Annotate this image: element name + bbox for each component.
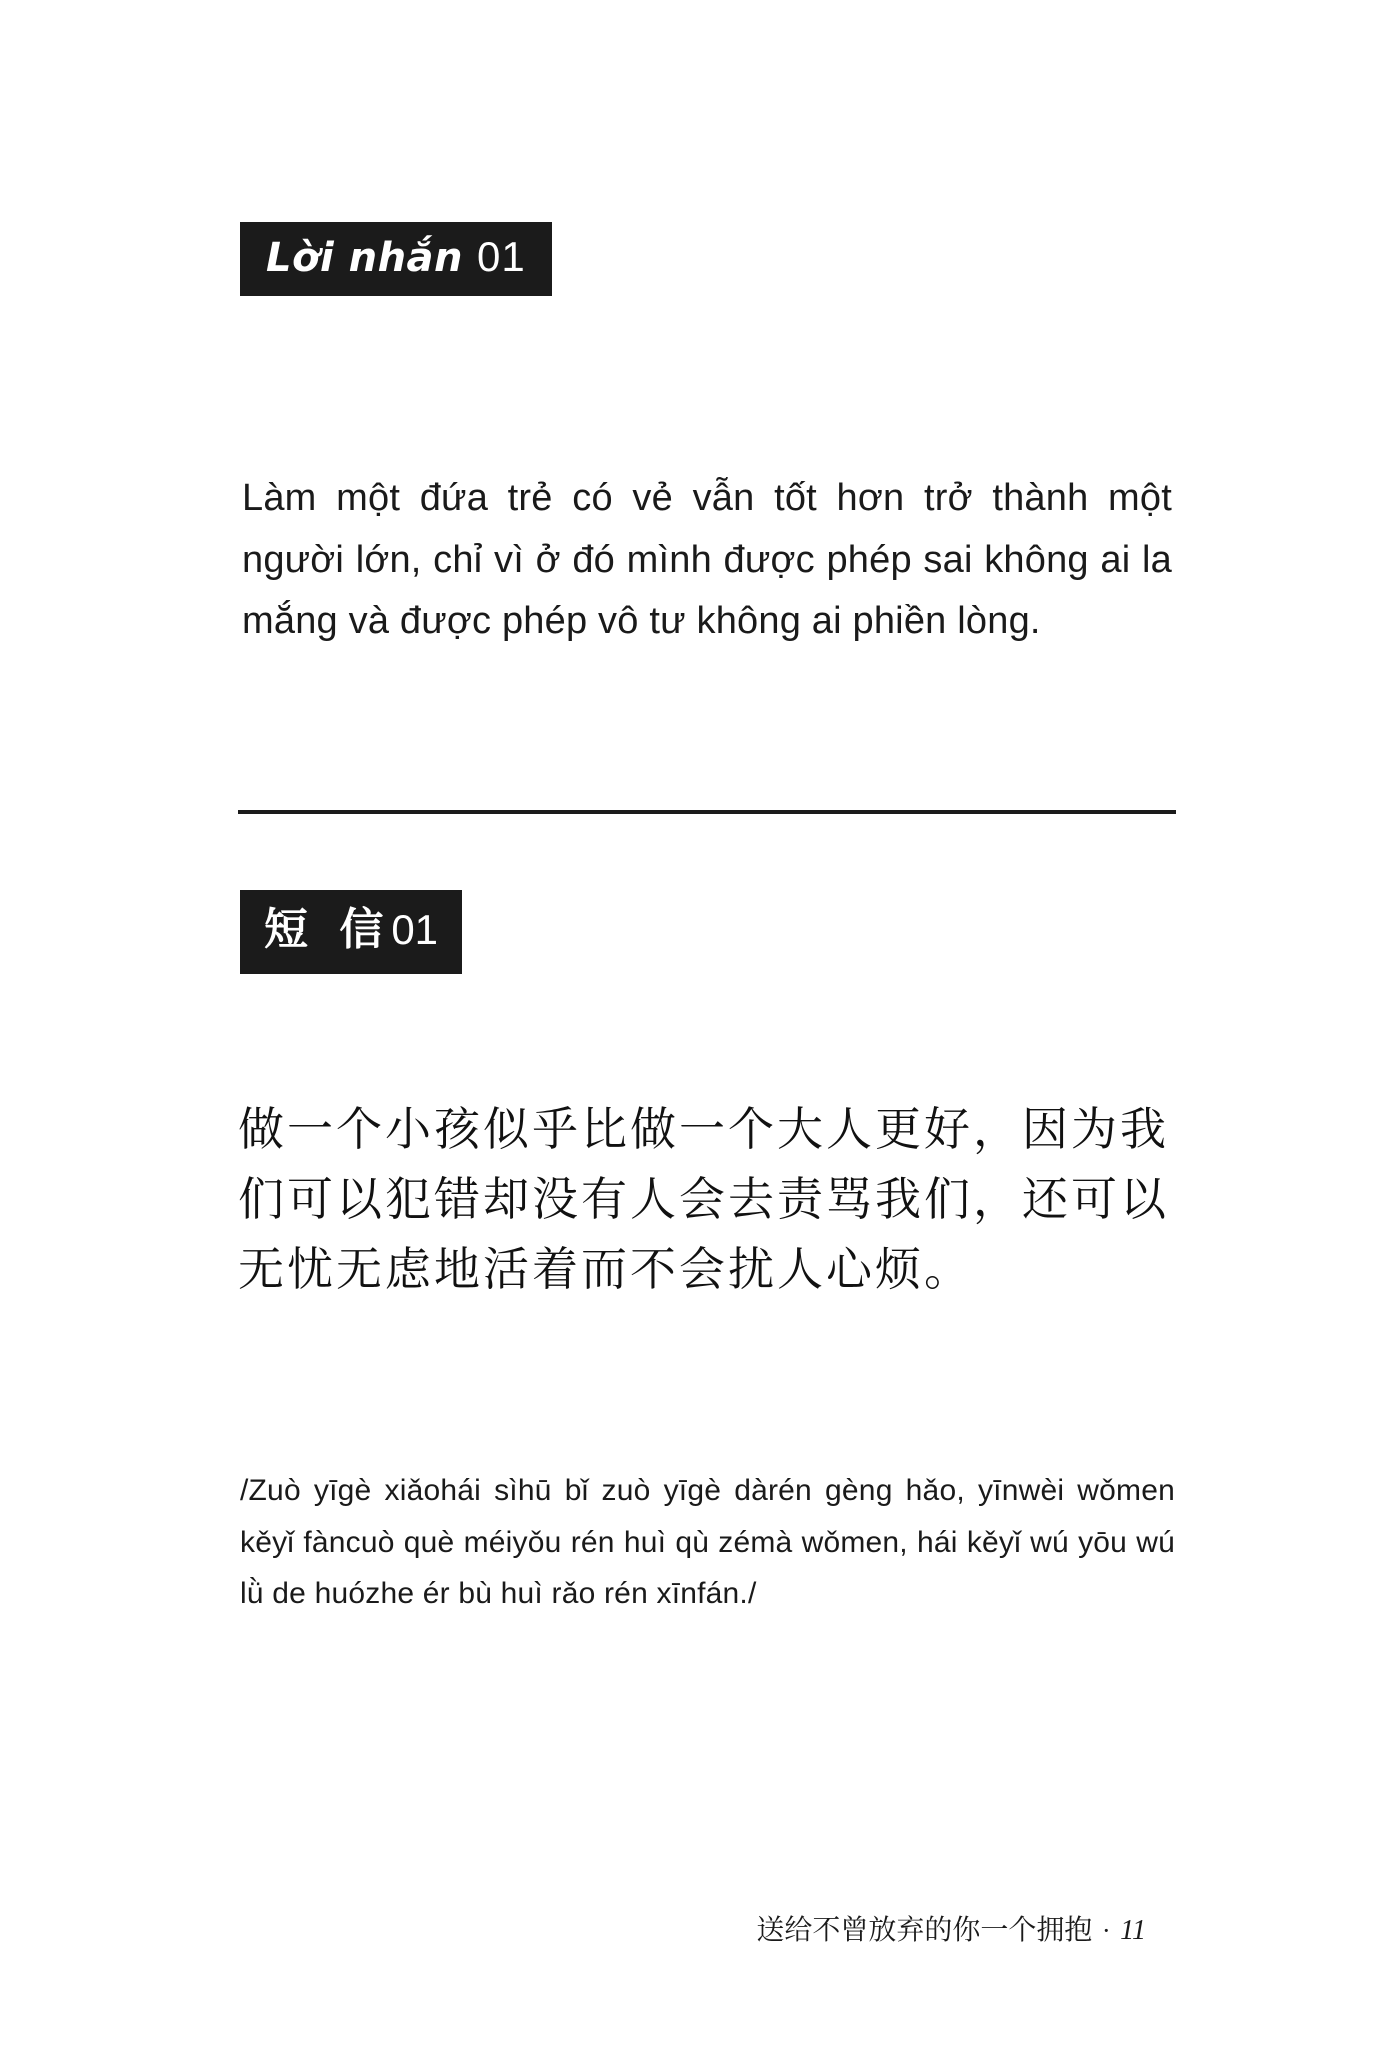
heading-vietnamese-label: Lời nhắn: [266, 235, 464, 281]
body-text-chinese: 做一个小孩似乎比做一个大人更好，因为我们可以犯错却没有人会去责骂我们，还可以无忧无虑地活着而不会扰人心烦。: [238, 1102, 1169, 1296]
page-number: 11: [1120, 1915, 1146, 1946]
heading-chinese-block: [240, 890, 462, 974]
heading-vietnamese-number: 01: [477, 233, 526, 280]
heading-vietnamese-block: [240, 222, 552, 296]
footer-title: 送给不曾放弃的你一个拥抱: [756, 1913, 1093, 1946]
heading-chinese-label: 短 信: [264, 904, 392, 955]
footer-separator: ·: [1102, 1917, 1111, 1945]
heading-chinese-number: 01: [391, 906, 439, 953]
page-footer: [756, 1908, 1146, 1948]
body-text-pinyin: /Zuò yīgè xiǎohái sìhū bǐ zuò yīgè dàrén gèng hǎo, yīnwèi wǒmen kěyǐ fàncuò què méiyǒu rén huì qù zémà wǒmen, hái kěyǐ wú yōu wú lǜ de huózhe ér bù huì rǎo rén xīnfán./: [240, 1474, 1175, 1611]
body-text-vietnamese: Làm một đứa trẻ có vẻ vẫn tốt hơn trở thành một người lớn, chỉ vì ở đó mình được phép sai không ai la mắng và được phép vô tư không ai phiền lòng.: [242, 477, 1172, 643]
section-divider: [238, 810, 1176, 814]
